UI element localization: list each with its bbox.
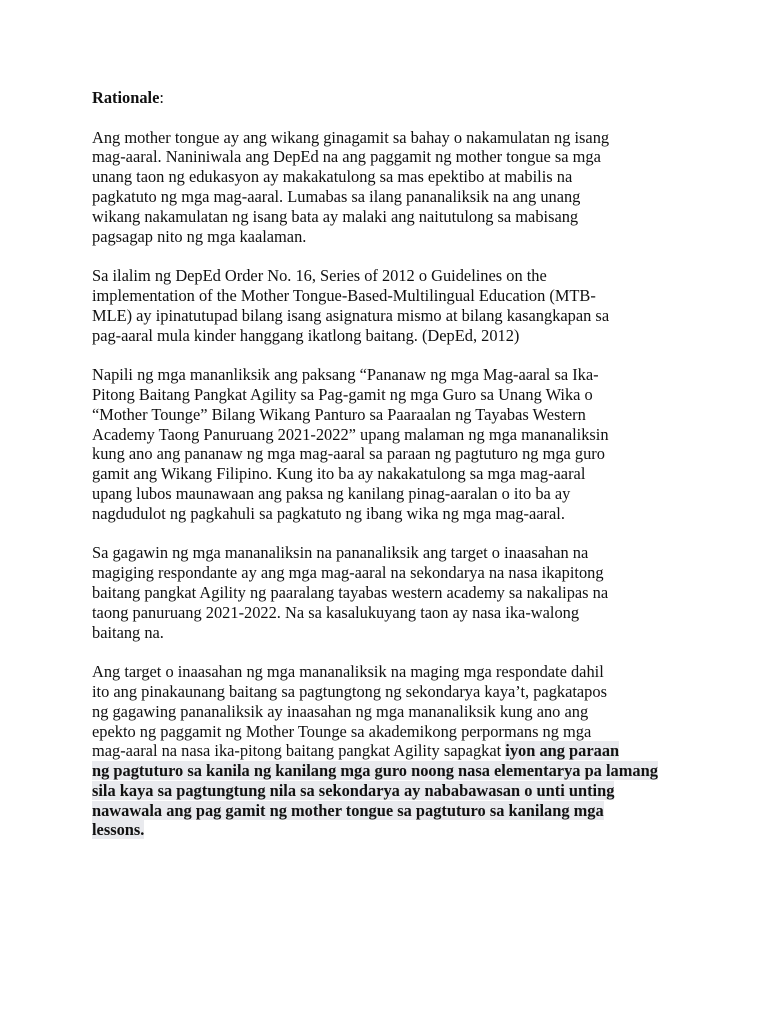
text-line: baitang pangkat Agility ng paaralang tayabas western academy sa nakalipas na <box>92 582 609 602</box>
text-line: baitang na. <box>92 622 164 642</box>
paragraph-respondents <box>92 543 682 642</box>
highlighted-text: lessons. <box>92 820 145 840</box>
text-line: magiging respondante ay ang mga mag-aaral na sekondarya na nasa ikapitong <box>92 563 604 583</box>
text-line: mag-aaral. Naniniwala ang DepEd na ang paggamit ng mother tongue sa mga <box>92 147 601 167</box>
text-line: wikang nakamulatan ng isang bata ay malaki ang naitutulong sa mabisang <box>92 206 579 226</box>
text-line: upang lubos maunawaan ang paksa ng kanilang pinag-aaralan o ito ba ay <box>92 483 571 503</box>
text-line: gamit ang Wikang Filipino. Kung ito ba ay nakakatulong sa mga mag-aaral <box>92 464 586 484</box>
mixed-text-line <box>92 741 682 761</box>
paragraph-deped-order <box>92 266 682 345</box>
text-line: nagdudulot ng pagkahuli sa pagkatuto ng ibang wika ng mga mag-aaral. <box>92 503 565 523</box>
highlighted-text: sila kaya sa pagtungtung nila sa sekondarya ay nababawasan o unti unting <box>92 780 615 800</box>
paragraph-mother-tongue-definition <box>92 128 682 247</box>
highlighted-text: ng pagtuturo sa kanila ng kanilang mga guro noong nasa elementarya pa lamang <box>92 761 658 781</box>
document-page <box>92 88 682 860</box>
highlighted-line <box>92 781 682 801</box>
text-line: epekto ng paggamit ng Mother Tounge sa akademikong perpormans ng mga <box>92 721 592 741</box>
text-line: ito ang pinakaunang baitang sa pagtungtong ng sekondarya kaya’t, pagkatapos <box>92 681 607 701</box>
text-line: Sa gagawin ng mga mananaliksin na pananaliksik ang target o inaasahan na <box>92 543 589 563</box>
text-line: unang taon ng edukasyon ay makakatulong sa mas epektibo at mabilis na <box>92 167 573 187</box>
text-line: Sa ilalim ng DepEd Order No. 16, Series of 2012 o Guidelines on the <box>92 266 547 286</box>
text-line: taong panuruang 2021-2022. Na sa kasalukuyang taon ay nasa ika-walong <box>92 602 580 622</box>
text-line: Pitong Baitang Pangkat Agility sa Pag-gamit ng mga Guro sa Unang Wika o <box>92 384 593 404</box>
text-line: pagsagap nito ng mga kaalaman. <box>92 226 307 246</box>
text-line: Ang target o inaasahan ng mga mananaliksik na maging mga respondate dahil <box>92 662 604 682</box>
heading-label: Rationale <box>92 88 160 107</box>
text-line: kung ano ang pananaw ng mga mag-aaral sa paraan ng pagtuturo ng mga guro <box>92 444 605 464</box>
paragraph-research-topic <box>92 365 682 523</box>
rationale-heading <box>92 88 682 108</box>
text-line: pagkatuto ng mga mag-aaral. Lumabas sa ilang pananaliksik na ang unang <box>92 186 581 206</box>
plain-text: mag-aaral na nasa ika-pitong baitang pangkat Agility sapagkat <box>92 741 506 761</box>
text-line: Ang mother tongue ay ang wikang ginagamit sa bahay o nakamulatan ng isang <box>92 127 610 147</box>
highlighted-line <box>92 761 682 781</box>
text-line: Napili ng mga mananliksik ang paksang “Pananaw ng mga Mag-aaral sa Ika- <box>92 365 599 385</box>
text-line: implementation of the Mother Tongue-Based-Multilingual Education (MTB- <box>92 285 596 305</box>
paragraph-target-respondents <box>92 662 682 840</box>
heading-colon: : <box>159 88 164 107</box>
highlighted-line <box>92 801 682 821</box>
text-line: “Mother Tounge” Bilang Wikang Panturo sa Paaraalan ng Tayabas Western <box>92 404 586 424</box>
text-line: MLE) ay ipinatutupad bilang isang asignatura mismo at bilang kasangkapan sa <box>92 305 610 325</box>
text-line: ng gagawing pananaliksik ay inaasahan ng mga mananaliksik kung ano ang <box>92 701 589 721</box>
text-line: pag-aaral mula kinder hanggang ikatlong baitang. (DepEd, 2012) <box>92 325 520 345</box>
highlighted-line <box>92 820 682 840</box>
highlighted-text: iyon ang paraan <box>505 741 620 761</box>
highlighted-text: nawawala ang pag gamit ng mother tongue sa pagtuturo sa kanilang mga <box>92 800 604 820</box>
text-line: Academy Taong Panuruang 2021-2022” upang malaman ng mga mananaliksin <box>92 424 609 444</box>
